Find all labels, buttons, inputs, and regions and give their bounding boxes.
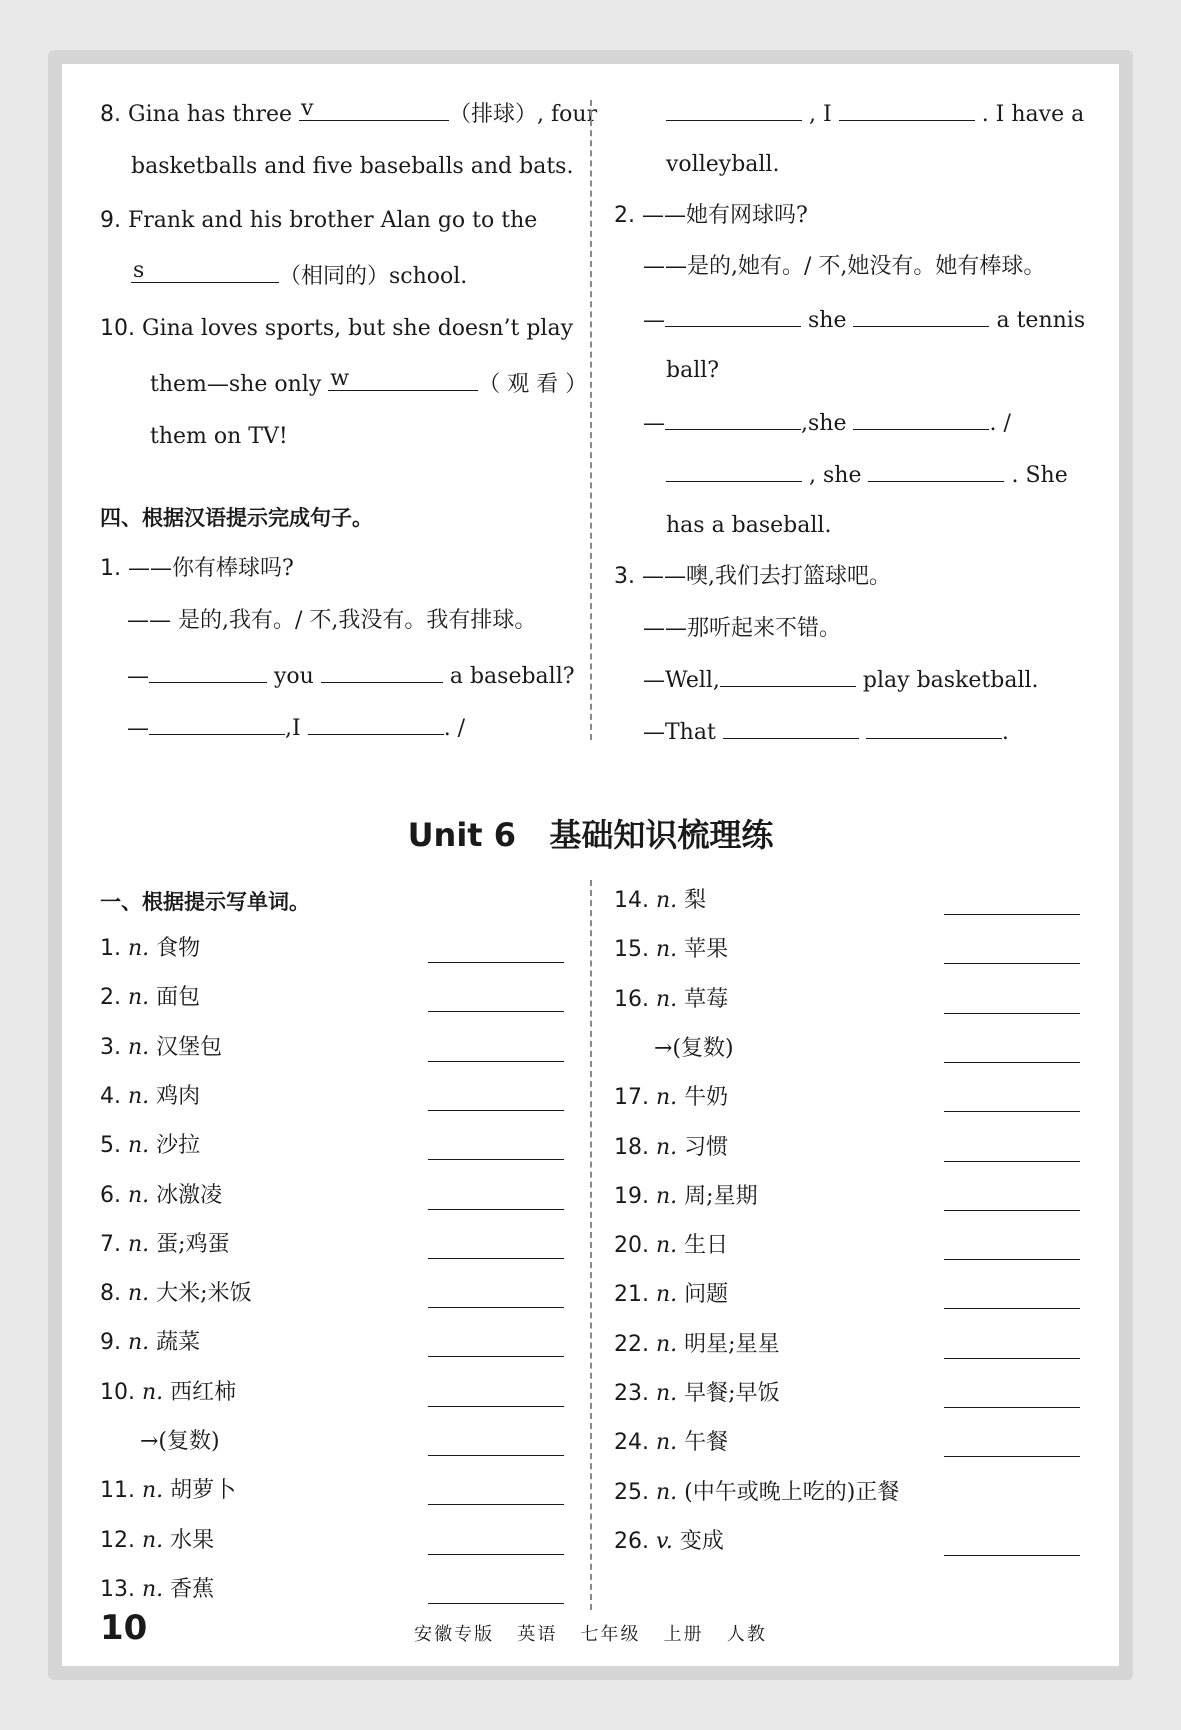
answer-line[interactable] <box>428 1554 564 1555</box>
sentence-2-cn2: ——是的,她有。/ 不,她没有。她有棒球。 <box>643 254 1046 279</box>
item-number: 16. <box>614 986 649 1012</box>
part-of-speech: n. <box>656 1430 678 1456</box>
answer-line[interactable] <box>944 1308 1080 1309</box>
vocab-item <box>100 1181 222 1211</box>
item-number: 1. <box>100 936 121 961</box>
part-of-speech: n. <box>128 985 150 1011</box>
answer-line[interactable] <box>428 1307 564 1308</box>
sentence-2-en2: — ,she . / <box>643 407 1011 439</box>
chinese-hint: 早餐;早饭 <box>684 1381 780 1406</box>
item-number: 8. <box>100 1281 121 1307</box>
answer-blank[interactable] <box>665 304 801 327</box>
item-number: 2. <box>100 985 121 1011</box>
part-of-speech: n. <box>656 937 678 963</box>
answer-line[interactable] <box>428 1209 564 1210</box>
chinese-hint: 胡萝卜 <box>170 1478 237 1504</box>
part-of-speech: n. <box>128 1133 150 1159</box>
answer-line[interactable] <box>944 1013 1080 1014</box>
column-divider <box>590 100 592 740</box>
chinese-hint: 食物 <box>156 936 201 961</box>
answer-blank[interactable] <box>853 304 989 327</box>
part-of-speech: n. <box>656 1479 678 1505</box>
chinese-hint: 习惯 <box>684 1134 729 1160</box>
question-10: 10. Gina loves sports, but she doesn’t play <box>100 316 574 341</box>
vocab-item <box>100 1082 200 1112</box>
part-of-speech: n. <box>142 1478 164 1504</box>
answer-line[interactable] <box>944 1456 1080 1457</box>
question-8: 8. Gina has three v （排球）, four <box>100 96 598 127</box>
item-number: 11. <box>100 1478 135 1504</box>
sentence-3-en1: —Well, play basketball. <box>643 664 1039 696</box>
answer-line[interactable] <box>944 1210 1080 1211</box>
chinese-hint: (中午或晚上吃的)正餐 <box>684 1479 900 1505</box>
vocab-item <box>614 1231 728 1261</box>
vocab-item <box>100 1230 230 1260</box>
vocab-item <box>100 1328 200 1358</box>
chinese-hint: 变成 <box>679 1528 724 1554</box>
chinese-hint: 梨 <box>684 888 707 913</box>
answer-line[interactable] <box>428 1159 564 1160</box>
answer-blank[interactable] <box>149 660 267 683</box>
answer-blank[interactable]: v <box>299 98 449 121</box>
chinese-hint: 水果 <box>170 1527 215 1553</box>
item-number: 18. <box>614 1134 649 1160</box>
item-number: 9. <box>100 1330 121 1356</box>
item-number: 5. <box>100 1133 121 1159</box>
part-of-speech: n. <box>128 1034 150 1060</box>
answer-blank[interactable] <box>149 712 285 735</box>
chinese-hint: 香蕉 <box>170 1576 215 1602</box>
item-number: 19. <box>614 1183 649 1209</box>
vocab-item <box>614 1133 728 1163</box>
vocab-item <box>100 934 200 964</box>
part-of-speech: v. <box>656 1528 673 1554</box>
answer-line[interactable] <box>428 1455 564 1456</box>
answer-blank[interactable] <box>666 459 802 482</box>
chinese-hint: 汉堡包 <box>156 1034 223 1060</box>
part-of-speech: n. <box>656 1183 678 1209</box>
sentence-1-en2: — ,I . / <box>127 712 465 744</box>
vocab-item <box>614 886 706 916</box>
answer-line[interactable] <box>428 962 564 963</box>
part-of-speech: n. <box>656 888 678 913</box>
answer-blank[interactable] <box>666 98 802 121</box>
item-number: 14. <box>614 888 649 913</box>
part-of-speech: n. <box>656 1381 678 1406</box>
sentence-2-en3: , she . She <box>666 459 1068 491</box>
chinese-hint: 大米;米饭 <box>156 1281 252 1307</box>
answer-line[interactable] <box>428 1258 564 1259</box>
sentence-1-cn1: 1. ——你有棒球吗? <box>100 556 294 581</box>
sentence-2-en1: — she a tennis <box>643 304 1085 336</box>
sentence-3-cn1: 3. ——噢,我们去打篮球吧。 <box>614 564 891 589</box>
answer-line[interactable] <box>428 1603 564 1604</box>
page-number: 10 <box>100 1608 148 1648</box>
chinese-hint: 蔬菜 <box>156 1330 201 1356</box>
chinese-hint: 明星;星星 <box>684 1331 780 1357</box>
chinese-hint: 蛋;鸡蛋 <box>156 1231 230 1257</box>
item-number: 7. <box>100 1231 121 1257</box>
answer-line[interactable] <box>944 1161 1080 1162</box>
chinese-hint: 问题 <box>684 1282 729 1308</box>
item-number: 6. <box>100 1182 121 1208</box>
answer-line[interactable] <box>428 1356 564 1357</box>
answer-line[interactable] <box>428 1504 564 1505</box>
question-9-line2: s （相同的）school. <box>133 258 468 289</box>
sentence-2-cn1: 2. ——她有网球吗? <box>614 203 808 228</box>
vocab-item <box>614 1280 728 1310</box>
part-of-speech: n. <box>656 986 678 1012</box>
vocab-item <box>100 1033 222 1063</box>
item-number: 23. <box>614 1381 649 1406</box>
answer-line[interactable] <box>944 914 1080 915</box>
item-number: 17. <box>614 1085 649 1111</box>
sentence-2-en3-line2: has a baseball. <box>666 513 832 538</box>
item-number: 21. <box>614 1282 649 1308</box>
vocab-item <box>614 1083 728 1113</box>
vocab-item <box>100 1575 214 1605</box>
question-9: 9. Frank and his brother Alan go to the <box>100 208 538 233</box>
answer-line[interactable] <box>428 1110 564 1111</box>
answer-line[interactable] <box>944 1259 1080 1260</box>
part-of-speech: n. <box>656 1331 678 1357</box>
answer-blank[interactable] <box>866 716 1002 739</box>
sentence-1-cn2: —— 是的,我有。/ 不,我没有。我有排球。 <box>127 608 537 633</box>
chinese-hint: 牛奶 <box>684 1085 729 1111</box>
vocab-item <box>614 1330 780 1360</box>
answer-line[interactable] <box>944 1555 1080 1556</box>
answer-line[interactable] <box>428 1011 564 1012</box>
vocab-item <box>100 1279 252 1309</box>
answer-line[interactable] <box>428 1406 564 1407</box>
sentence-1-en1: — you a baseball? <box>127 660 575 692</box>
answer-line[interactable] <box>944 1111 1080 1112</box>
item-number: 24. <box>614 1430 649 1456</box>
part-of-speech: n. <box>128 1182 150 1208</box>
sentence-1-en3-line2: volleyball. <box>666 152 780 177</box>
question-10-line2: them—she only w （ 观 看 ） <box>150 366 588 397</box>
chinese-hint: 面包 <box>156 985 201 1011</box>
item-number: 10. <box>100 1379 135 1405</box>
part-of-speech: n. <box>142 1527 164 1553</box>
item-number: 25. <box>614 1479 649 1505</box>
answer-blank[interactable]: w <box>328 368 478 391</box>
item-number: 20. <box>614 1233 649 1259</box>
vocab-item <box>100 983 200 1013</box>
part-of-speech: n. <box>142 1379 164 1405</box>
item-number: 12. <box>100 1527 135 1553</box>
vocab-item <box>140 1427 220 1457</box>
answer-blank[interactable] <box>839 98 975 121</box>
vocab-item <box>614 985 728 1015</box>
section-1-title: 一、根据提示写单词。 <box>100 890 310 914</box>
vocab-item <box>614 1182 758 1212</box>
item-number: 22. <box>614 1331 649 1357</box>
chinese-hint: 西红柿 <box>170 1379 237 1405</box>
chinese-hint: 苹果 <box>684 937 729 963</box>
vocab-item <box>100 1378 236 1408</box>
sentence-2-en1-line2: ball? <box>666 358 720 383</box>
answer-blank[interactable] <box>665 407 801 430</box>
answer-blank[interactable] <box>321 660 443 683</box>
column-divider-bottom <box>590 880 592 1610</box>
chinese-hint: 沙拉 <box>156 1133 201 1159</box>
footer-text: 安徽专版 英语 七年级 上册 人教 <box>414 1624 767 1645</box>
sentence-1-en3: , I . I have a <box>666 98 1084 130</box>
answer-blank[interactable] <box>308 712 444 735</box>
answer-line[interactable] <box>944 1407 1080 1408</box>
part-of-speech: n. <box>128 936 150 961</box>
vocab-item <box>100 1131 200 1161</box>
sentence-3-en2: —That . <box>643 716 1009 748</box>
answer-line[interactable] <box>428 1061 564 1062</box>
answer-blank[interactable] <box>853 407 989 430</box>
answer-blank[interactable] <box>720 664 856 687</box>
part-of-speech: n. <box>142 1576 164 1602</box>
chinese-hint: →(复数) <box>654 1035 734 1061</box>
chinese-hint: 生日 <box>684 1233 729 1259</box>
part-of-speech: n. <box>128 1330 150 1356</box>
vocab-item <box>614 1428 728 1458</box>
chinese-hint: 午餐 <box>684 1430 729 1456</box>
item-number: 13. <box>100 1576 135 1602</box>
question-10-line3: them on TV! <box>150 424 288 449</box>
chinese-hint: 鸡肉 <box>156 1083 201 1109</box>
item-number: 26. <box>614 1528 649 1554</box>
vocab-item <box>100 1476 236 1506</box>
section-4-title: 四、根据汉语提示完成句子。 <box>100 506 373 530</box>
part-of-speech: n. <box>656 1282 678 1308</box>
item-number: 4. <box>100 1083 121 1109</box>
item-number: 3. <box>100 1034 121 1060</box>
vocab-item <box>614 1478 899 1508</box>
chinese-hint: 周;星期 <box>684 1183 758 1209</box>
part-of-speech: n. <box>656 1134 678 1160</box>
vocab-item <box>614 1379 780 1409</box>
part-of-speech: n. <box>128 1281 150 1307</box>
part-of-speech: n. <box>656 1233 678 1259</box>
chinese-hint: 草莓 <box>684 986 729 1012</box>
answer-line[interactable] <box>944 963 1080 964</box>
chinese-hint: 冰激凌 <box>156 1182 223 1208</box>
part-of-speech: n. <box>656 1085 678 1111</box>
vocab-item <box>614 1527 724 1557</box>
chinese-hint: →(复数) <box>140 1429 220 1454</box>
part-of-speech: n. <box>128 1083 150 1109</box>
vocab-item <box>100 1526 214 1556</box>
question-8-line2: basketballs and five baseballs and bats. <box>131 154 574 179</box>
answer-line[interactable] <box>944 1358 1080 1359</box>
answer-blank[interactable]: s <box>131 260 279 283</box>
vocab-item <box>654 1034 734 1064</box>
unit-title: Unit 6 基础知识梳理练 <box>407 816 774 854</box>
answer-blank[interactable] <box>723 716 859 739</box>
part-of-speech: n. <box>128 1231 150 1257</box>
sentence-3-cn2: ——那听起来不错。 <box>643 616 842 641</box>
answer-line[interactable] <box>944 1062 1080 1063</box>
vocab-item <box>614 935 728 965</box>
answer-blank[interactable] <box>868 459 1004 482</box>
item-number: 15. <box>614 937 649 963</box>
